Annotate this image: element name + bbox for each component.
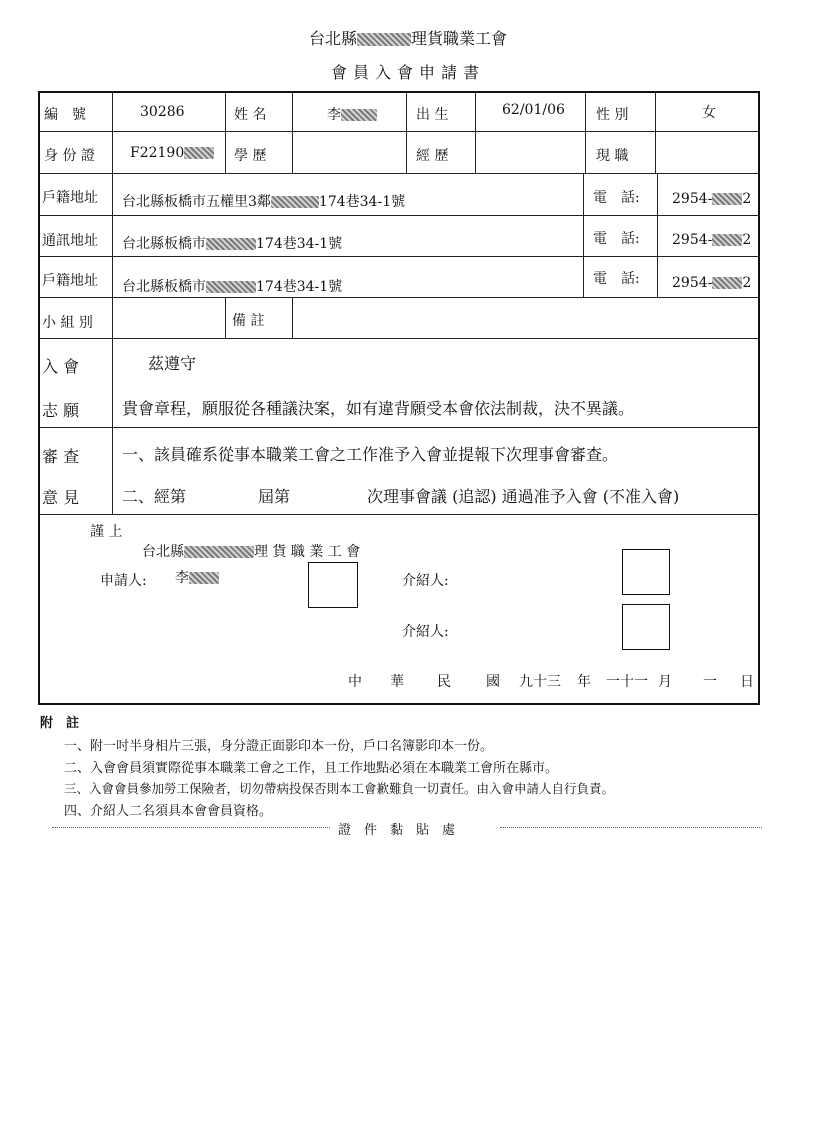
org-title (0, 26, 816, 49)
note-item-1: 一、附一吋半身相片三張，身分證正面影印本一份，戶口名簿影印本一份。 (64, 739, 494, 754)
review-label-bottom: 意 見 (42, 488, 80, 507)
birth-label: 出 生 (416, 107, 449, 123)
review-line-2-c: 次理事會議 (追認) 通過准予入會 (不准入會) (367, 487, 680, 506)
name-value: 李 (327, 104, 377, 124)
note-item-3: 三、入會會員參加勞工保險者，切勿帶病投保否則本工會歉難負一切責任。由入會申請人自行負責。 (64, 781, 615, 796)
remark-label: 備 註 (232, 313, 265, 329)
date-day-unit: 日 (740, 674, 754, 690)
date-char-4: 國 (486, 674, 500, 690)
note-item-4: 四、介紹人二名須具本會會員資格。 (64, 804, 273, 819)
sex-label: 性 別 (596, 107, 629, 123)
address-value-2: 台北縣板橋市 174巷34-1號 (122, 236, 343, 252)
phone-label-3: 電 話: (593, 271, 640, 287)
phone-value-1: 2954- 2 (672, 191, 752, 207)
address-label-3: 戶籍地址 (42, 273, 98, 289)
birth-value: 62/01/06 (502, 102, 565, 118)
date-day: 一 (703, 674, 717, 690)
paste-area-line-right (500, 827, 762, 828)
date-char-2: 華 (390, 674, 404, 690)
name-label: 姓 名 (234, 107, 267, 123)
date-year-unit: 年 (577, 674, 591, 690)
respectfully: 謹 上 (90, 524, 123, 540)
redacted-applicant (189, 572, 219, 584)
review-line-1: 一、該員確系從事本職業工會之工作准予入會並提報下次理事會審查。 (122, 445, 619, 464)
notes-heading: 附 註 (40, 716, 80, 731)
pledge-label-bottom: 志 願 (42, 401, 80, 420)
redacted-phone (712, 193, 742, 205)
form-title: 會員入會申請書 (330, 63, 485, 82)
review-label-top: 審 查 (42, 447, 80, 466)
sex-value: 女 (702, 105, 716, 121)
pledge-line-1: 茲遵守 (148, 354, 197, 373)
phone-label-1: 電 話: (593, 190, 640, 206)
date-year: 九十三 (519, 674, 561, 690)
address-value-3: 台北縣板橋市 174巷34-1號 (122, 279, 343, 295)
education-label: 學 歷 (234, 148, 267, 164)
introducer-2-label: 介紹人: (402, 624, 449, 640)
redacted-org-name (184, 546, 254, 558)
applicant-value: 李 (175, 567, 219, 587)
org-name-suffix: 理貨職業工會 (411, 29, 508, 48)
phone-value-2: 2954- 2 (672, 232, 752, 248)
introducer-2-seal-box (622, 604, 670, 650)
redacted-phone (712, 234, 742, 246)
job-label: 現 職 (596, 148, 629, 164)
paste-area-line-left (52, 827, 330, 828)
paste-area-label: 證 件 黏 貼 處 (338, 823, 456, 838)
redacted-address (206, 238, 256, 250)
address-label-2: 通訊地址 (42, 233, 98, 249)
applicant-label: 申請人: (100, 573, 147, 589)
redacted-address (206, 281, 256, 293)
phone-value-3: 2954- 2 (672, 275, 752, 291)
address-value-1: 台北縣板橋市五權里3鄰 174巷34-1號 (122, 194, 406, 210)
redacted-name (341, 109, 377, 121)
redacted-address (271, 196, 319, 208)
signature-org: 台北縣 理 貨 職 業 工 會 (142, 544, 361, 560)
redacted-org-name (357, 33, 411, 46)
redacted-phone (712, 277, 742, 289)
date-char-1: 中 (348, 674, 362, 690)
experience-label: 經 歷 (416, 148, 449, 164)
date-month: 一十一 (606, 674, 648, 690)
review-line-2-b: 屆第 (258, 487, 291, 506)
address-label-1: 戶籍地址 (42, 190, 98, 206)
org-name-prefix: 台北縣 (308, 29, 357, 48)
number-value: 30286 (140, 104, 185, 120)
redacted-id (184, 147, 214, 159)
number-label: 編 號 (44, 107, 86, 123)
note-item-2: 二、入會會員須實際從事本職業工會之工作，且工作地點必須在本職業工會所在縣市。 (64, 761, 559, 776)
application-form (38, 91, 760, 705)
id-label: 身 份 證 (44, 148, 95, 164)
phone-label-2: 電 話: (593, 231, 640, 247)
group-label: 小 組 別 (42, 315, 93, 331)
id-value: F22190 (130, 145, 214, 161)
review-line-2-a: 二、經第 (122, 487, 187, 506)
introducer-1-seal-box (622, 549, 670, 595)
applicant-seal-box (308, 562, 358, 608)
introducer-1-label: 介紹人: (402, 573, 449, 589)
pledge-line-2: 貴會章程，願服從各種議決案，如有違背願受本會依法制裁，決不異議。 (122, 399, 635, 418)
date-month-unit: 月 (658, 674, 672, 690)
date-char-3: 民 (437, 674, 451, 690)
pledge-label-top: 入 會 (42, 357, 80, 376)
